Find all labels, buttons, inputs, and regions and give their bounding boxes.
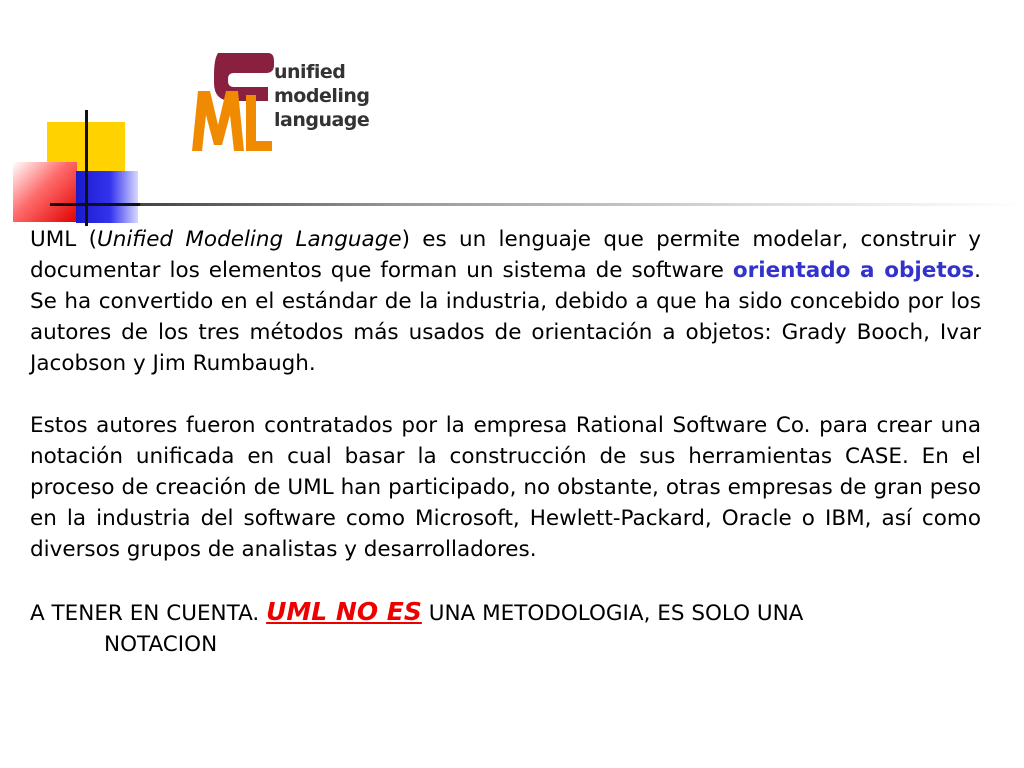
decor-title-rule (140, 203, 1024, 206)
note-suffix: UNA METODOLOGIA, ES SOLO UNA (421, 601, 804, 626)
p1-text-start: UML ( (30, 227, 97, 252)
note-prefix: A TENER EN CUENTA. (30, 601, 267, 626)
decor-red-square (13, 162, 77, 222)
uml-monogram-icon (188, 45, 278, 155)
p1-highlight-term: orientado a objetos (732, 258, 975, 283)
logo-word-language: language (274, 109, 370, 131)
note-continuation: NOTACION (104, 632, 218, 657)
slide-content (30, 224, 981, 660)
decor-vertical-line (85, 110, 88, 226)
p1-text-end: . Se ha convertido en el estándar de la industria, debido a que ha sido concebido por los autores de los tres métodos más usados de orientación a objetos: Grady Booch, Ivar Jacobson y Jim Rumbaugh. (30, 258, 982, 376)
p1-italic-term: Unified Modeling Language (96, 227, 402, 252)
uml-logo-wordmark (274, 60, 370, 132)
paragraph-uml-definition (30, 224, 981, 379)
logo-word-modeling: modeling (274, 85, 370, 107)
logo-word-unified: unified (274, 61, 346, 83)
paragraph-uml-history: Estos autores fueron contratados por la empresa Rational Software Co. para crear una notación unificada en cual basar la construcción de sus herramientas CASE. En el proceso de creación de UML han participado, no obstante, otras empresas de gran peso en la industria del software como Microsoft, Hewlett-Packard, Oracle o IBM, así como diversos grupos de analistas y desarrolladores. (30, 413, 981, 562)
note-emphasis: UML NO ES (266, 597, 422, 626)
decor-horizontal-line (50, 203, 140, 206)
p1-text-middle: ) es un lenguaje que permite modelar, construir y documentar los elementos que forman un sistema de software (30, 227, 981, 283)
note-line (30, 596, 981, 629)
